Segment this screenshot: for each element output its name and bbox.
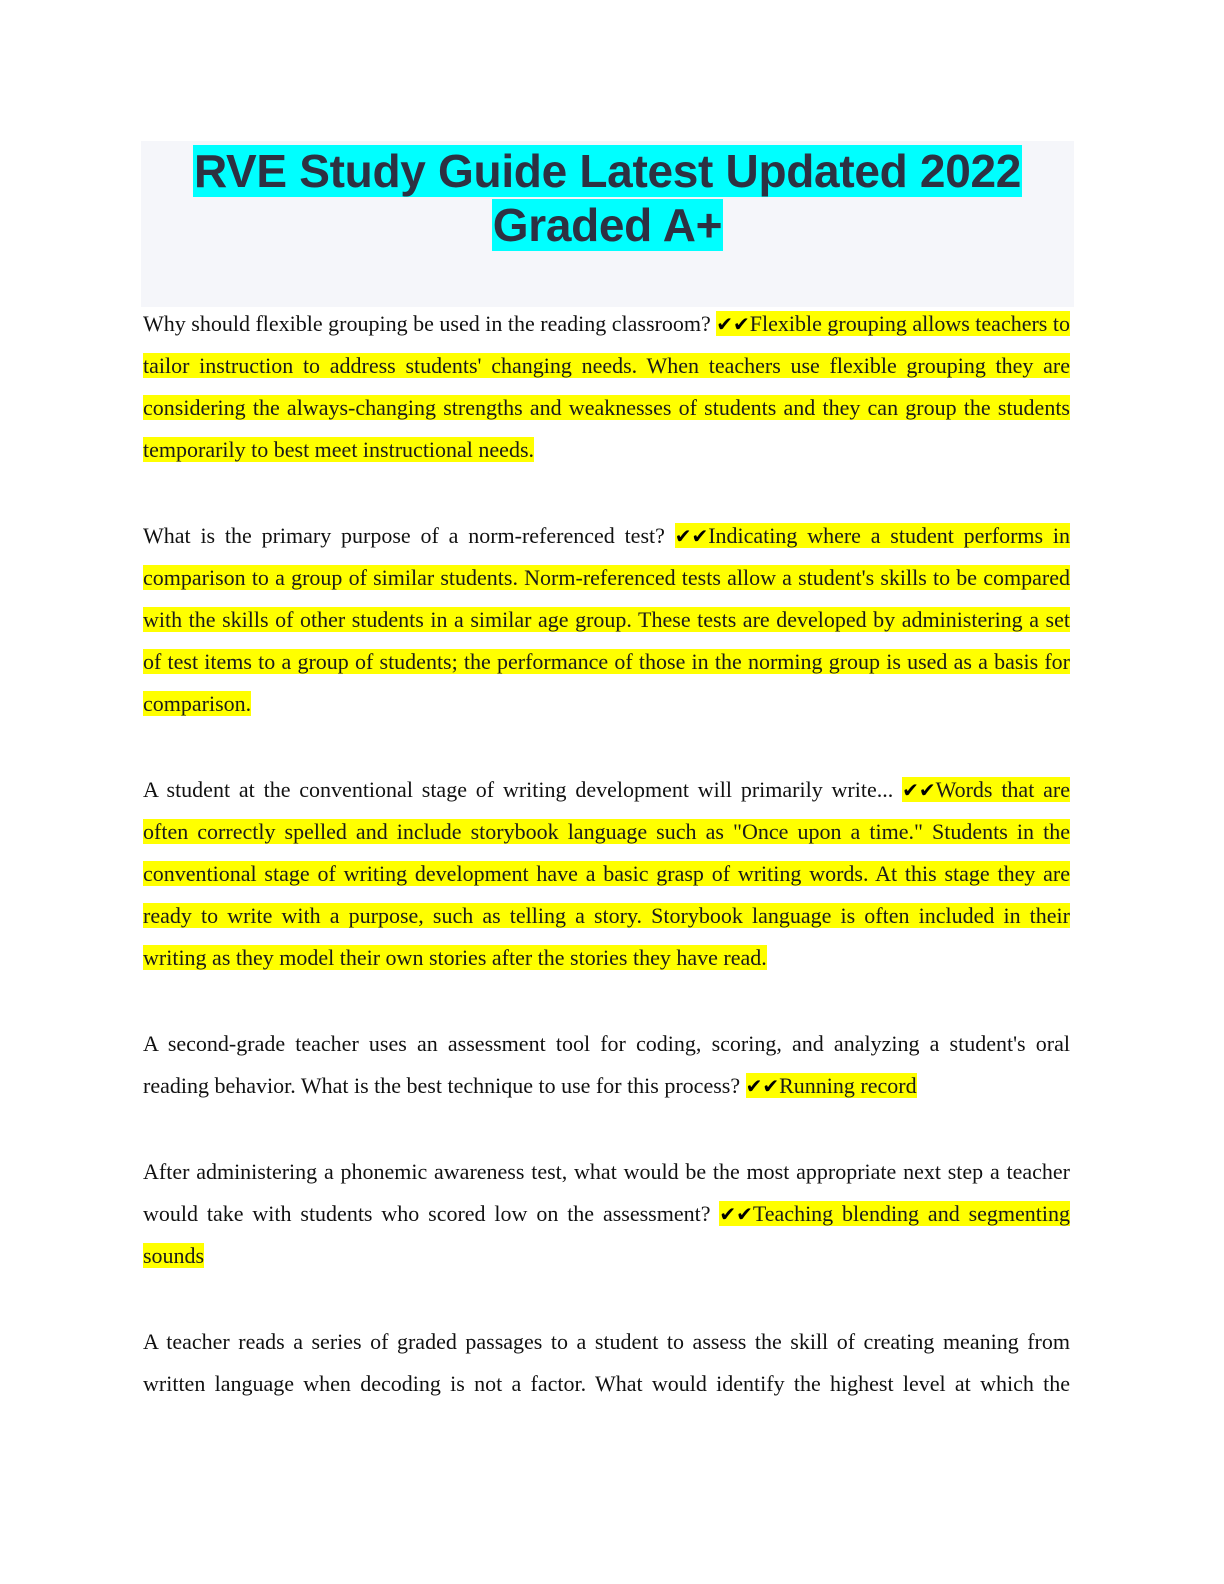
double-check-icon: ✔✔ bbox=[719, 1202, 753, 1226]
answer-text: Words that are often correctly spelled and include storybook language such as "Once upon a time." Students in the conventional stage of writing development have a basic grasp of writing words. At this stage they are ready to write with a purpose, such as telling a story. Storybook language is often included in their writing as they model their own stories after the stories they have read. bbox=[143, 777, 1070, 970]
qa-item bbox=[143, 1321, 1070, 1405]
qa-list bbox=[143, 303, 1070, 1449]
qa-item bbox=[143, 1023, 1070, 1107]
answer-highlight bbox=[746, 1073, 917, 1098]
answer-highlight bbox=[143, 523, 1070, 716]
title-line-2: Graded A+ bbox=[492, 199, 723, 251]
qa-item bbox=[143, 515, 1070, 725]
title-line-1: RVE Study Guide Latest Updated 2022 bbox=[193, 145, 1022, 197]
question-text: A teacher reads a series of graded passages to a student to assess the skill of creating meaning from written language when decoding is not a factor. What would identify the highest level at which the bbox=[143, 1329, 1070, 1396]
answer-text: Running record bbox=[779, 1073, 917, 1098]
double-check-icon: ✔✔ bbox=[716, 312, 750, 336]
question-text: What is the primary purpose of a norm-referenced test? bbox=[143, 523, 675, 548]
page-title bbox=[141, 141, 1074, 252]
answer-highlight bbox=[143, 777, 1070, 970]
question-text: After administering a phonemic awareness test, what would be the most appropriate next step a teacher would take with students who scored low on the assessment? bbox=[143, 1159, 1070, 1226]
answer-text: Indicating where a student performs in comparison to a group of similar students. Norm-referenced tests allow a student's skills to be compared with the skills of other students in a similar age group. These tests are developed by administering a set of test items to a group of students; the performance of those in the norming group is used as a basis for comparison. bbox=[143, 523, 1070, 716]
qa-item bbox=[143, 769, 1070, 979]
double-check-icon: ✔✔ bbox=[902, 778, 936, 802]
title-banner bbox=[141, 141, 1074, 307]
question-text: A second-grade teacher uses an assessment tool for coding, scoring, and analyzing a student's oral reading behavior. What is the best technique to use for this process? bbox=[143, 1031, 1070, 1098]
answer-text: Teaching blending and segmenting sounds bbox=[143, 1201, 1070, 1268]
double-check-icon: ✔✔ bbox=[745, 1074, 780, 1098]
qa-item bbox=[143, 1151, 1070, 1277]
question-text: A student at the conventional stage of writing development will primarily write... bbox=[143, 777, 903, 802]
answer-text: Flexible grouping allows teachers to tailor instruction to address students' changing needs. When teachers use flexible grouping they are considering the always-changing strengths and weaknesses of students and they can group the students temporarily to best meet instructional needs. bbox=[143, 311, 1070, 462]
question-text: Why should flexible grouping be used in the reading classroom? bbox=[143, 311, 717, 336]
double-check-icon: ✔✔ bbox=[674, 524, 709, 548]
qa-item bbox=[143, 303, 1070, 471]
